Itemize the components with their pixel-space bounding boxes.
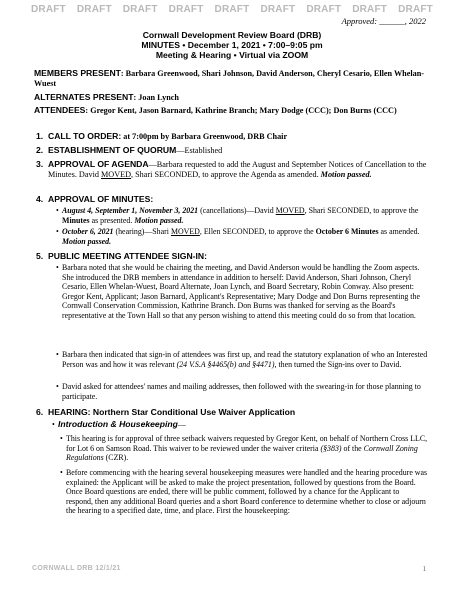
- statute-citation: (24 V.S.A §4465(b) and §4471): [176, 359, 275, 369]
- bullet-text: (cancellations)—David: [198, 206, 276, 215]
- bullet-text: , Ellen SECONDED, to approve the: [199, 227, 316, 236]
- section-label: APPROVAL OF AGENDA: [48, 159, 149, 169]
- motion-passed: Motion passed.: [134, 215, 184, 225]
- draft-word: DRAFT: [260, 4, 296, 15]
- section-label: APPROVAL OF MINUTES:: [48, 194, 154, 204]
- draft-word: DRAFT: [30, 4, 66, 15]
- october-minutes: October 6 Minutes: [315, 227, 379, 236]
- draft-word: DRAFT: [76, 4, 112, 15]
- section-label: HEARING: Northern Star Conditional Use Waiver Application: [48, 407, 296, 417]
- moved-word: MOVED: [170, 227, 200, 236]
- section-number: 4.: [36, 194, 44, 204]
- draft-word: DRAFT: [352, 4, 388, 15]
- alternates-present: [34, 92, 432, 103]
- section-citation: (§383): [320, 443, 342, 453]
- bullet-text: , Shari SECONDED, to approve the: [304, 206, 419, 215]
- minutes-dates: August 4, September 1, November 3, 2021: [62, 206, 199, 215]
- section-hearing: [36, 407, 432, 418]
- section-number: 5.: [36, 251, 44, 261]
- board-title: Cornwall Development Review Board (DRB): [142, 30, 322, 40]
- attendees: [34, 105, 432, 116]
- section-text: —Established: [176, 146, 223, 155]
- bullet-text: as presented.: [89, 215, 135, 225]
- section-label: PUBLIC MEETING ATTENDEE SIGN-IN:: [48, 251, 207, 261]
- section-public-sign-in: [36, 251, 432, 262]
- motion-passed: Motion passed.: [62, 236, 112, 246]
- approved-prefix: Approved:: [341, 16, 380, 26]
- bullet-text: Barbara noted that she would be chairing the meeting, and David Anderson would be handling the Zoom aspects. She introduced the DRB members in attendance in addition to herself: David Anderson, Shari Johnson, Cheryl Cesario, Ellen Whelan-Wuest, Board Alternate, Joan Lynch, and Board Secretary, Robin Conway. Also present: Gregor Kent, Applicant; Jason Barnard, Applicant's Representative; Mary Dodge and Don Burns representing the Cornwall Conservation Commission, Kathrine Branch. Don Burns was thanked for serving as the Board's representative at the Town Hall so that any person wishing to attend this meeting could do so from that location.: [62, 263, 420, 320]
- approved-blank: ______: [379, 16, 405, 26]
- section-quorum: [36, 145, 432, 156]
- members-present: [34, 68, 432, 89]
- section-number: 1.: [36, 131, 44, 141]
- minutes-word: Minutes: [62, 215, 90, 225]
- moved-word: MOVED: [101, 170, 132, 179]
- approved-line: [342, 16, 426, 26]
- motion-passed: Motion passed.: [320, 170, 372, 179]
- bullet-text: (hearing)—Shari: [113, 227, 171, 236]
- section-number: 6.: [36, 407, 44, 417]
- section-text: , Shari SECONDED, to approve the Agenda as amended.: [131, 170, 321, 179]
- subheading-text: Introduction & Housekeeping: [58, 419, 178, 429]
- section-approval-agenda: [36, 159, 432, 180]
- approved-year: , 2022: [404, 16, 426, 26]
- moved-word: MOVED: [275, 206, 305, 215]
- section-approval-minutes: [36, 194, 432, 205]
- subheading-dash: —: [177, 420, 186, 429]
- meeting-type-line: Meeting & Hearing • Virtual via ZOOM: [155, 50, 309, 60]
- members-present-label: MEMBERS PRESENT: [34, 68, 121, 78]
- bullet-text: Barbara then indicated that sign-in of attendees was first up, and read the statutory explanation of who an Interested Person was and how it was relevant: [62, 350, 428, 369]
- signin-bullet-1: • Barbara noted that she would be chairing the meeting, and David Anderson would be handling the Zoom aspects. She introduced the DRB members in attendance in addition to herself: David Anderson, Shari Johnson, Cheryl Cesario, Ellen Whelan-Wuest, Board Alternate, Joan Lynch, and Board Secretary, Robin Conway. Also present: Gregor Kent, Applicant; Jason Barnard, Applicant's Representative; Mary Dodge and Don Burns representing the Cornwall Conservation Commission, Kathrine Branch. Don Burns was thanked for serving as the Board's representative at the Town Hall so that any person wishing to attend this meeting could do so from that location.: [56, 263, 420, 320]
- section-label: ESTABLISHMENT OF QUORUM: [48, 145, 177, 155]
- minutes-date: October 6, 2021: [62, 227, 114, 236]
- section-number: 3.: [36, 159, 44, 169]
- draft-word: DRAFT: [168, 4, 204, 15]
- signin-bullet-3: • David asked for attendees' names and mailing addresses, then followed with the swearing-in for those planning to participate.: [56, 382, 421, 401]
- page-footer: CORNWALL DRB 12/1/21: [32, 565, 121, 572]
- draft-word: DRAFT: [306, 4, 342, 15]
- draft-word: DRAFT: [398, 4, 433, 15]
- bullet-text: Before commencing with the hearing several housekeeping measures were handled and the hearing procedure was explained: the Applicant will be asked to make the project presentation, followed by questions from the Board. Once Board questions are ended, there will be public comment, followed by a chance for the Applicant to respond, then any additional Board queries and a short Board conference to determine whether to close or adjourn the hearing to a specified date, time, and place. First the housekeeping:: [66, 468, 428, 516]
- signin-bullet-2: • Barbara then indicated that sign-in of attendees was first up, and read the statutory explanation of who an Interested Person was and how it was relevant (24 V.S.A §4465(b) and §4471), then turned the Sign-ins over to David.: [56, 350, 428, 369]
- attendees-label: ATTENDEES: [34, 105, 86, 115]
- draft-watermark-row: [0, 4, 464, 15]
- alternates-present-text: : Joan Lynch: [133, 93, 179, 102]
- bullet-text: This hearing is for approval of three setback waivers requested by Gregor Kent, on behalf of Northern Cross LLC, for Lot 6 on Samson Road. This waiver to be reviewed under the waiver criteria: [66, 434, 428, 453]
- section-number: 2.: [36, 145, 44, 155]
- bullet-text: David asked for attendees' names and mailing addresses, then followed with the swearing-in for those planning to participate.: [62, 382, 421, 401]
- section-call-to-order: [36, 131, 432, 142]
- minutes-bullet-2: • October 6, 2021 (hearing)—Shari MOVED, Ellen SECONDED, to approve the October 6 Minutes as amended. Motion passed.: [56, 227, 420, 246]
- section-text: —Barbara requested to add the August and September Notices of Cancellation to the Minutes. David: [48, 160, 427, 179]
- draft-word: DRAFT: [122, 4, 158, 15]
- section-label: CALL TO ORDER:: [48, 131, 122, 141]
- attendees-text: : Gregor Kent, Jason Barnard, Kathrine Branch; Mary Dodge (CCC); Don Burns (CCC): [85, 106, 397, 115]
- bullet-text: , then turned the Sign-ins over to David.: [274, 359, 402, 369]
- draft-word: DRAFT: [214, 4, 250, 15]
- page-number: 1: [422, 565, 426, 573]
- members-present-text: : Barbara Greenwood, Shari Johnson, David Anderson, Cheryl Cesario, Ellen Whelan-Wuest: [34, 69, 425, 88]
- alternates-present-label: ALTERNATES PRESENT: [34, 92, 134, 102]
- bullet-text: (CZR).: [103, 453, 129, 463]
- hearing-bullet-2: • Before commencing with the hearing several housekeeping measures were handled and the hearing procedure was explained: the Applicant will be asked to make the project presentation, followed by questions from the Board. Once Board questions are ended, there will be public comment, followed by a chance for the Applicant to respond, then any additional Board queries and a short Board conference to determine whether to close or adjourn the hearing to a specified date, time, and place. First the housekeeping:: [60, 468, 428, 516]
- regulations-title: Cornwall Zoning Regulations: [66, 443, 418, 463]
- minutes-date-line: MINUTES • December 1, 2021 • 7:00–9:05 pm: [141, 40, 323, 50]
- hearing-subheading: • Introduction & Housekeeping—: [52, 419, 186, 429]
- minutes-bullet-1: • August 4, September 1, November 3, 2021 (cancellations)—David MOVED, Shari SECONDED, to approve the Minutes as presented. Motion passed.: [56, 206, 419, 225]
- hearing-bullet-1: • This hearing is for approval of three setback waivers requested by Gregor Kent, on behalf of Northern Cross LLC, for Lot 6 on Samson Road. This waiver to be reviewed under the waiver criteria (§383) of the Cornwall Zoning Regulations (CZR).: [60, 434, 428, 463]
- section-text: at 7:00pm by Barbara Greenwood, DRB Chair: [121, 132, 288, 141]
- bullet-text: as amended.: [378, 227, 420, 236]
- bullet-text: of the: [341, 443, 364, 453]
